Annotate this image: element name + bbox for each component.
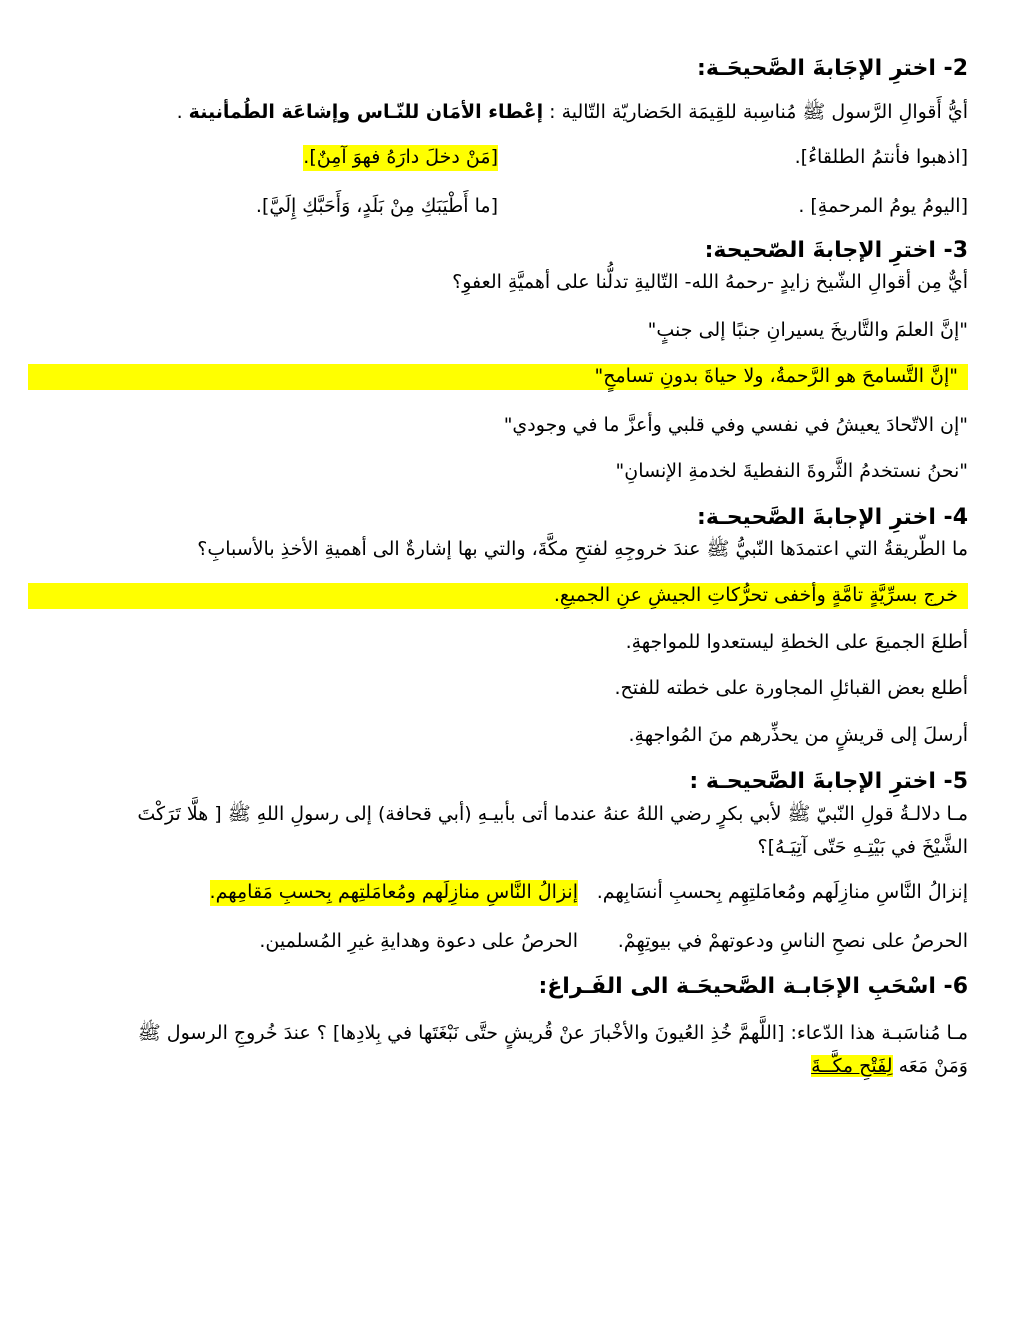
q3-option-2[interactable]: "إنَّ التَّسامحَ هو الرَّحمةُ، ولا حياةَ بدونِ تسامحٍ": [28, 364, 968, 390]
q2-option-3[interactable]: [اليومُ يومُ المرحمةِ] .: [798, 195, 968, 217]
q2-option-4[interactable]: [ما أَطْيَبَكِ مِنْ بَلَدٍ، وَأَحَبَّكِ إِلَيَّ].: [255, 195, 498, 217]
q4-option-4[interactable]: أرسلَ إلى قريشٍ من يحذِّرهم منَ المُواجهةِ.: [628, 724, 968, 746]
q3-heading: 3- اخترِ الإجابةَ الصّحيحة:: [704, 238, 968, 263]
q6-stem-line2: [28, 1054, 968, 1080]
q2-options-row1: [28, 145, 968, 171]
q5-options-row1: [28, 880, 968, 906]
q2-stem-text: أيُّ أَقوالِ الرَّسول ﷺ مُناسِبة للقِيمَة الحَضاريّة التّالية :: [543, 101, 968, 123]
q5-stem-line1: مـا دلالـةُ قولِ النّبيّ ﷺ لأبي بكرٍ رضي اللهُ عنهُ عندما أتى بأبيـهِ (أبي قحافة) إلى رسولِ اللهِ ﷺ [ هلَّا تَرَكْتَ: [137, 803, 968, 825]
q6-stem-line1: مـا مُناسَبـة هذا الدّعاء: [اللَّهمَّ خُذِ العُيونَ والأخْبارَ عنْ قُريشٍ حتَّى نَبْغَتَها في بِلادِها] ؟ عندَ خُروجِ الرسول ﷺ: [137, 1022, 968, 1044]
q3-option-1[interactable]: "إنَّ العلمَ والتَّاريخَ يسيرانِ جنبًا إلى جنبٍ": [647, 319, 968, 341]
q6-stem-text: وَمَنْ مَعَه: [892, 1055, 968, 1077]
q2-stem-end: .: [176, 101, 189, 123]
q5-option-2[interactable]: إنزالُ النَّاسِ منازِلَهم ومُعامَلتِهم بِحسبِ مَقامِهم.: [210, 880, 578, 906]
q4-option-2[interactable]: أطلعَ الجميعَ على الخطةِ ليستعدوا للمواجهةِ.: [625, 631, 968, 653]
q6-drop-answer[interactable]: لِفَتْحِ مكَّــةَ: [811, 1055, 893, 1077]
q5-option-4[interactable]: الحرصُ على دعوة وهدايةِ غيرِ المُسلمين.: [259, 930, 578, 952]
q4-option-1[interactable]: خرج بسرِّيَّةٍ تامَّةٍ وأخفى تحرُّكاتِ الجيشِ عنِ الجميعِ.: [28, 583, 968, 609]
q4-option-3[interactable]: أطلع بعض القبائلِ المجاورة على خطته للفتح.: [614, 677, 968, 699]
q5-options-row2: [28, 929, 968, 955]
q4-heading: 4- اخترِ الإجابةَ الصَّحيحـة:: [697, 505, 968, 530]
q3-stem: أيٌّ مِن أقوالِ الشّيخ زايدٍ -رحمهُ الله- التّاليةِ تدلُّنا على أهميَّةِ العفوِ؟: [452, 271, 968, 293]
q3-option-3[interactable]: "إن الاتّحادَ يعيشُ في نفسي وفي قلبي وأعزَّ ما في وجودي": [503, 414, 968, 436]
q2-stem-value: إعْطاء الأمَان للنّـاس وإشاعَة الطُمأنينة: [188, 101, 544, 123]
q4-stem: ما الطّريقةُ التي اعتمدَها النّبيُّ ﷺ عندَ خروجِهِ لفتحِ مكَّةَ، والتي بها إشارةٌ الى أهميةِ الأخذِ بالأسبابِ؟: [197, 538, 968, 560]
q2-options-row2: [28, 194, 968, 220]
q5-stem-line2: الشَّيْخَ في بَيْتِـهِ حَتّى آتِيَـهُ]؟: [757, 836, 968, 858]
q5-option-3[interactable]: الحرصُ على نصحِ الناسِ ودعوتهمْ في بيوتِهِمْ.: [617, 930, 968, 952]
q2-heading: 2- اخترِ الإجَابةَ الصَّحيحَـة:: [697, 56, 968, 81]
q5-heading: 5- اخترِ الإجابةَ الصَّحيحـة :: [689, 769, 968, 794]
q6-heading: 6- اسْحَبِ الإجَابـة الصَّحيحَـة الى الفَـراغ:: [538, 974, 968, 999]
q5-option-1[interactable]: إنزالُ النَّاسِ منازِلَهم ومُعامَلتِهِم بِحسبِ أنسَابِهم.: [596, 881, 968, 903]
q3-option-4[interactable]: "نحنُ نستخدمُ الثَّروةَ النفطيةَ لخدمةِ الإنسانِ": [615, 460, 968, 482]
q2-option-2[interactable]: [مَنْ دخلَ دارَهُ فهوَ آمِنٌ].: [303, 145, 498, 171]
q2-option-1[interactable]: [اذهبوا فأنتمُ الطلقاءُ].: [794, 146, 968, 168]
q2-stem: [28, 100, 968, 126]
